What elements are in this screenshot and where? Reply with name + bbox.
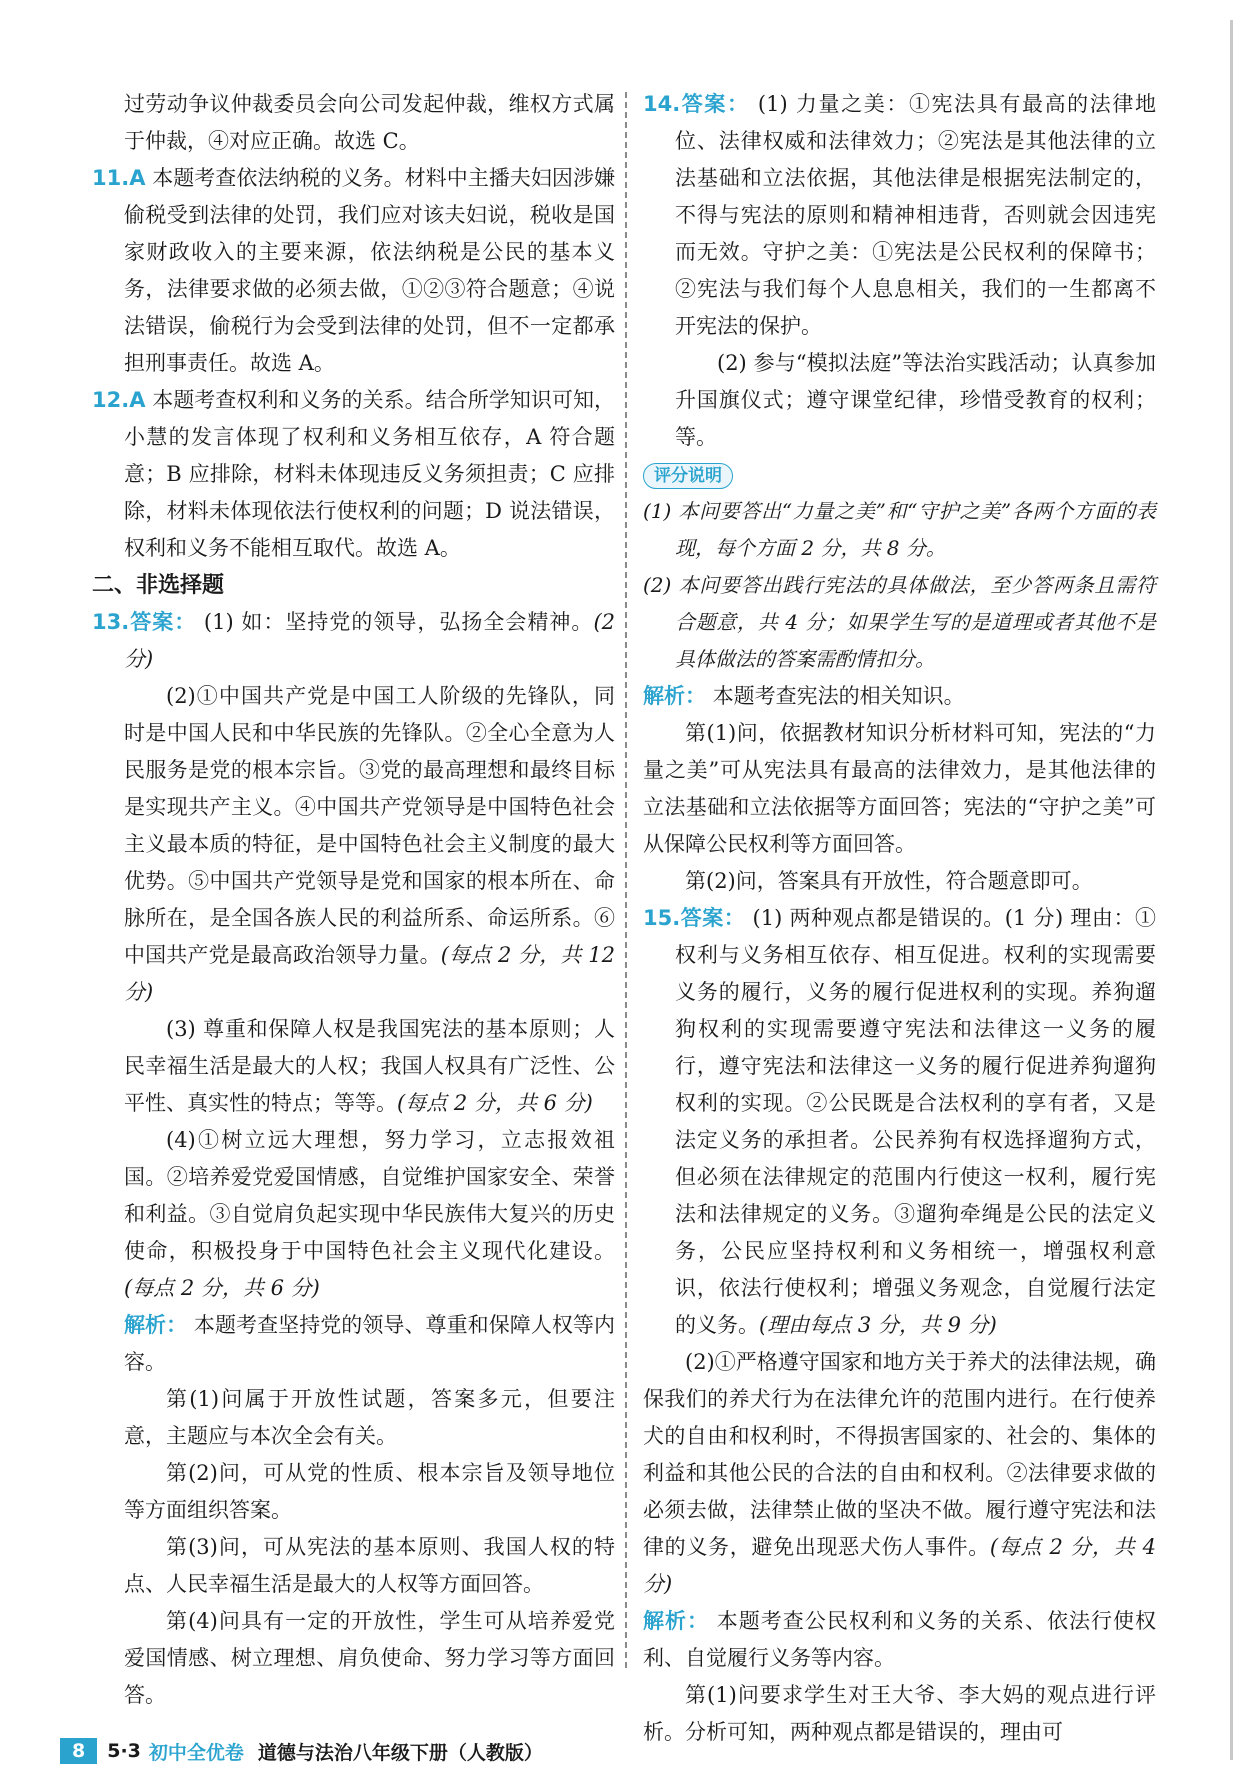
series-label: 初中全优卷 bbox=[148, 1741, 244, 1764]
q14-a1: (1) 力量之美：①宪法具有最高的法律地位、法律权威和法律效力；②宪法是其他法律的立法基础和立法依据，其他法律是根据宪法制定的，不得与宪法的原则和精神相违背，否则就会因违宪而无效。守护之美：①宪法是公民权利的保障书；②宪法与我们每个人息息相关，我们的一生都离不开宪法的保护。 bbox=[675, 92, 1156, 338]
q13-a2-score: (每点 2 分，共 12 分) bbox=[124, 943, 615, 1004]
page-edge-line bbox=[1230, 20, 1233, 1760]
q13-analysis bbox=[92, 1307, 615, 1381]
q15-analysis-1: 第(1)问要求学生对王大爷、李大妈的观点进行评析。分析可知，两种观点都是错误的，理由可 bbox=[643, 1683, 1156, 1744]
q15-a2: (2)①严格遵守国家和地方关于养犬的法律法规，确保我们的养犬行为在法律允许的范围内进行。在行使养犬的自由和权利时，不得损害国家的、社会的、集体的利益和其他公民的合法的自由和权利。②法律要求做的必须去做，法律禁止做的坚决不做。履行遵守宪法和法律的义务，避免出现恶犬伤人事件。 bbox=[643, 1350, 1156, 1559]
q15-analysis-label: 解析： bbox=[643, 1609, 710, 1633]
q13-a3: (3) 尊重和保障人权是我国宪法的基本原则；人民幸福生活是最大的人权；我国人权具有广泛性、公平性、真实性的特点；等等。 bbox=[124, 1017, 615, 1115]
q13-answer-2 bbox=[92, 678, 615, 1011]
book-title: 道德与法治八年级下册（人教版） bbox=[257, 1741, 543, 1764]
q15-a1: (1) 两种观点都是错误的。(1 分) 理由：①权利与义务相互依存、相互促进。权利的实现需要义务的履行，义务的履行促进权利的实现。养狗遛狗权利的实现需要遵守宪法和法律这一义务的履行，遵守宪法和法律这一义务的履行促进养狗遛狗权利的实现。②公民既是合法权利的享有者，又是法定义务的承担者。公民养狗有权选择遛狗方式，但必须在法律规定的范围内行使这一权利，履行宪法和法律规定的义务。③遛狗牵绳是公民的法定义务，公民应坚持权利和义务相统一，增强权利意识，依法行使权利；增强义务观念，自觉履行法定的义务。 bbox=[675, 906, 1156, 1337]
q14-analysis-text: 本题考查宪法的相关知识。 bbox=[712, 684, 965, 708]
column-divider bbox=[625, 92, 627, 1668]
q13-answer-3 bbox=[92, 1011, 615, 1122]
section-title: 二、非选择题 bbox=[92, 573, 225, 598]
q14-analysis-label: 解析： bbox=[643, 684, 706, 708]
rubric-2: (2) 本问要答出践行宪法的具体做法，至少答两条且需符合题意，共 4 分；如果学生写的是道理或者其他不是具体做法的答案需酌情扣分。 bbox=[643, 573, 1156, 671]
q13-answer-label: 答案： bbox=[129, 610, 197, 634]
q12-answer bbox=[92, 382, 615, 567]
page-number: 8 bbox=[60, 1738, 97, 1764]
q13-a1-score: (2 分) bbox=[124, 610, 616, 671]
q15-answer-1 bbox=[643, 900, 1156, 1344]
q10-continuation: 过劳动争议仲裁委员会向公司发起仲裁，维权方式属于仲裁，④对应正确。故选 C。 bbox=[124, 92, 615, 153]
q13-analysis-2: 第(2)问，可从党的性质、根本宗旨及领导地位等方面组织答案。 bbox=[124, 1461, 615, 1522]
q13-a2: (2)①中国共产党是中国工人阶级的先锋队，同时是中国人民和中华民族的先锋队。②全心全意为人民服务是党的根本宗旨。③党的最高理想和最终目标是实现共产主义。④中国共产党领导是中国特色社会主义最本质的特征，是中国特色社会主义制度的最大优势。⑤中国共产党领导是党和国家的根本所在、命脉所在，是全国各族人民的利益所系、命运所系。⑥中国共产党是最高政治领导力量。 bbox=[124, 684, 615, 967]
q12-number: 12.A bbox=[92, 388, 146, 412]
q11-text: 本题考查依法纳税的义务。材料中主播夫妇因涉嫌偷税受到法律的处罚，我们应对该夫妇说，税收是国家财政收入的主要来源，依法纳税是公民的基本义务，法律要求做的必须去做，①②③符合题意；④说法错误，偷税行为会受到法律的处罚，但不一定都承担刑事责任。故选 A。 bbox=[124, 166, 615, 375]
q13-answer-4 bbox=[92, 1122, 615, 1307]
q14-answer-2: (2) 参与“模拟法庭”等法治实践活动；认真参加升国旗仪式；遵守课堂纪律，珍惜受教育的权利；等。 bbox=[675, 351, 1156, 449]
q14-analysis bbox=[643, 678, 1156, 715]
q11-number: 11.A bbox=[92, 166, 146, 190]
q14-analysis-2: 第(2)问，答案具有开放性，符合题意即可。 bbox=[685, 869, 1093, 893]
q13-analysis-label: 解析： bbox=[124, 1313, 188, 1337]
q13-a4-score: (每点 2 分，共 6 分) bbox=[124, 1276, 320, 1300]
q13-a1: (1) 如：坚持党的领导，弘扬全会精神。 bbox=[203, 610, 594, 634]
q11-answer bbox=[92, 160, 615, 382]
q13-number: 13. bbox=[92, 610, 130, 634]
q13-a3-score: (每点 2 分，共 6 分) bbox=[397, 1091, 593, 1115]
q15-number: 15. bbox=[643, 906, 681, 930]
rubric-1: (1) 本问要答出“力量之美”和“守护之美”各两个方面的表现，每个方面 2 分，共 8 分。 bbox=[643, 499, 1156, 560]
q13-analysis-1: 第(1)问属于开放性试题，答案多元，但要注意，主题应与本次全会有关。 bbox=[124, 1387, 615, 1448]
q15-a1-score: (理由每点 3 分，共 9 分) bbox=[759, 1313, 997, 1337]
q15-analysis bbox=[643, 1603, 1156, 1677]
q15-answer-label: 答案： bbox=[680, 906, 746, 930]
q12-text: 本题考查权利和义务的关系。结合所学知识可知，小慧的发言体现了权利和义务相互依存，A 符合题意；B 应排除，材料未体现违反义务须担责；C 应排除，材料未体现依法行使权利的问题；D 说法错误，权利和义务不能相互取代。故选 A。 bbox=[124, 388, 615, 560]
rubric-block bbox=[643, 456, 1156, 678]
q15-a2-score: (每点 2 分，共 4 分) bbox=[643, 1535, 1156, 1596]
rubric-badge: 评分说明 bbox=[643, 463, 733, 489]
page-footer bbox=[60, 1736, 543, 1766]
q13-analysis-text: 本题考查坚持党的领导、尊重和保障人权等内容。 bbox=[124, 1313, 615, 1374]
right-column bbox=[643, 86, 1156, 1751]
brand-label: 5·3 bbox=[107, 1740, 141, 1762]
q13-analysis-3: 第(3)问，可从宪法的基本原则、我国人权的特点、人民幸福生活是最大的人权等方面回答。 bbox=[124, 1535, 615, 1596]
q13-a4: (4)①树立远大理想，努力学习，立志报效祖国。②培养爱党爱国情感，自觉维护国家安全、荣誉和利益。③自觉肩负起实现中华民族伟大复兴的历史使命，积极投身于中国特色社会主义现代化建设。 bbox=[124, 1128, 615, 1263]
q14-answer-1 bbox=[643, 86, 1156, 345]
q14-number: 14. bbox=[643, 92, 681, 116]
left-column bbox=[92, 86, 615, 1714]
q14-answer-label: 答案： bbox=[680, 92, 750, 116]
q15-analysis-text: 本题考查公民权利和义务的关系、依法行使权利、自觉履行义务等内容。 bbox=[643, 1609, 1157, 1670]
q13-analysis-4: 第(4)问具有一定的开放性，学生可从培养爱党爱国情感、树立理想、肩负使命、努力学习等方面回答。 bbox=[124, 1609, 615, 1707]
q15-answer-2 bbox=[643, 1344, 1156, 1603]
q14-analysis-1: 第(1)问，依据教材知识分析材料可知，宪法的“力量之美”可从宪法具有最高的法律效力，是其他法律的立法基础和立法依据等方面回答；宪法的“守护之美”可从保障公民权利等方面回答。 bbox=[643, 721, 1156, 856]
q13-answer-1 bbox=[92, 604, 615, 678]
